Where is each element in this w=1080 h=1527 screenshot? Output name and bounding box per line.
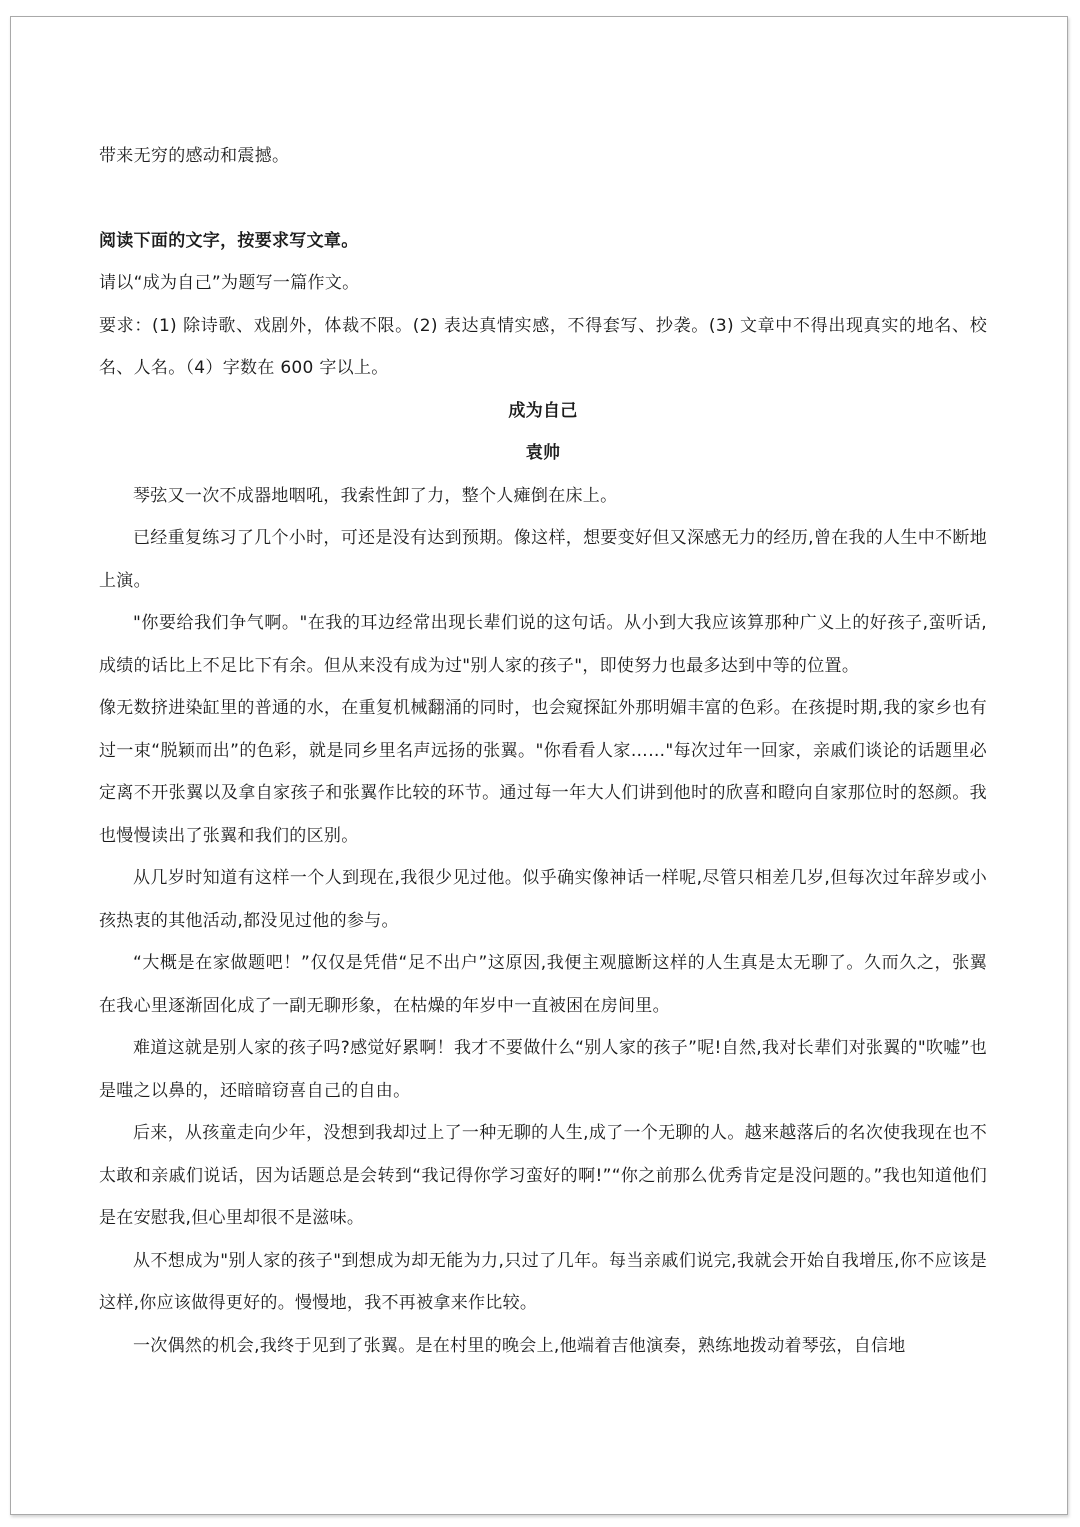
prompt-heading: 阅读下面的文字，按要求写文章。 xyxy=(99,230,359,251)
essay-paragraph: 琴弦又一次不成器地咽吼，我索性卸了力，整个人瘫倒在床上。 xyxy=(133,485,618,506)
essay-paragraph: 从不想成为"别人家的孩子"到想成为却无能为力,只过了几年。每当亲戚们说完,我就会开始自我增压,你不应该是这样,你应该做得更好的。慢慢地，我不再被拿来作比较。 xyxy=(99,1250,987,1313)
essay-paragraph: “大概是在家做题吧！”仅仅是凭借“足不出户”这原因,我便主观臆断这样的人生真是太无聊了。久而久之，张翼在我心里逐渐固化成了一副无聊形象，在枯燥的年岁中一直被困在房间里。 xyxy=(99,953,987,1016)
section-gap xyxy=(99,178,987,220)
essay-title: 成为自己 xyxy=(508,400,578,421)
essay-paragraph: 一次偶然的机会,我终于见到了张翼。是在村里的晚会上,他端着吉他演奏，熟练地拨动着琴弦，自信地 xyxy=(133,1335,906,1356)
essay-paragraph: 从几岁时知道有这样一个人到现在,我很少见过他。似乎确实像神话一样呢,尽管只相差几岁,但每次过年辞岁或小孩热衷的其他活动,都没见过他的参与。 xyxy=(99,868,987,931)
prompt-line: 请以“成为自己”为题写一篇作文。 xyxy=(99,273,360,293)
essay-paragraph: 已经重复练习了几个小时，可还是没有达到预期。像这样，想要变好但又深感无力的经历,曾在我的人生中不断地上演。 xyxy=(99,528,987,591)
continuation-text: 带来无穷的感动和震撼。 xyxy=(99,146,290,166)
requirements-text: 要求：(1) 除诗歌、戏剧外，体裁不限。(2) 表达真情实感，不得套写、抄袭。(3) 文章中不得出现真实的地名、校名、人名。（4）字数在 600 字以上。 xyxy=(99,315,987,378)
essay-author: 袁帅 xyxy=(525,443,561,463)
essay-paragraph: 难道这就是别人家的孩子吗?感觉好累啊！我才不要做什么“别人家的孩子”呢!自然,我对长辈们对张翼的"吹嘘”也是嗤之以鼻的，还暗暗窃喜自己的自由。 xyxy=(99,1038,987,1101)
essay-paragraph: 像无数挤进染缸里的普通的水，在重复机械翻涌的同时，也会窥探缸外那明媚丰富的色彩。在孩提时期,我的家乡也有过一束“脱颖而出”的色彩，就是同乡里名声远扬的张翼。"你看看人家……"每次过年一回家，亲戚们谈论的话题里必定离不开张翼以及拿自家孩子和张翼作比较的环节。通过每一年大人们讲到他时的欣喜和瞪向自家那位时的怒颜。我也慢慢读出了张翼和我们的区别。 xyxy=(99,698,988,846)
essay-paragraph: "你要给我们争气啊。"在我的耳边经常出现长辈们说的这句话。从小到大我应该算那种广义上的好孩子,蛮听话,成绩的话比上不足比下有余。但从来没有成为过"别人家的孩子"，即使努力也最多达到中等的位置。 xyxy=(99,613,987,676)
document-body xyxy=(99,135,987,1367)
essay-paragraph: 后来，从孩童走向少年，没想到我却过上了一种无聊的人生,成了一个无聊的人。越来越落后的名次使我现在也不太敢和亲戚们说话，因为话题总是会转到“我记得你学习蛮好的啊!”“你之前那么优秀肯定是没问题的。”我也知道他们是在安慰我,但心里却很不是滋味。 xyxy=(99,1123,987,1228)
